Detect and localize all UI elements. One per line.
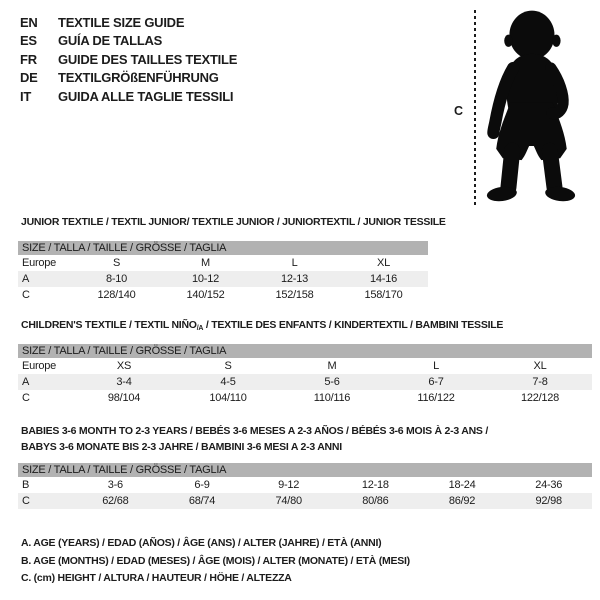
babies-size-table bbox=[18, 463, 592, 509]
children-title-rest: / TEXTILE DES ENFANTS / KINDERTEXTIL / BAMBINI TESSILE bbox=[203, 319, 504, 331]
language-row-en bbox=[20, 13, 237, 32]
guide-title-it: GUIDA ALLE TAGLIE TESSILI bbox=[58, 88, 234, 104]
height-dotted-line bbox=[474, 10, 476, 206]
table-row-height bbox=[18, 390, 592, 406]
toddler-silhouette-icon bbox=[484, 7, 578, 208]
table-row-height bbox=[18, 287, 428, 303]
guide-title-en: TEXTILE SIZE GUIDE bbox=[58, 14, 185, 30]
size-cell: L bbox=[291, 257, 298, 269]
height-measure-label: C bbox=[454, 104, 463, 118]
age-cell: 3-4 bbox=[116, 376, 132, 388]
guide-title-es: GUÍA DE TALLAS bbox=[58, 33, 163, 49]
age-cell: 9-12 bbox=[278, 479, 300, 491]
legend-footnotes bbox=[21, 535, 410, 588]
height-cell: 128/140 bbox=[97, 289, 136, 301]
size-cell: M bbox=[327, 360, 337, 372]
language-code: FR bbox=[20, 51, 37, 67]
row-label: Europe bbox=[22, 360, 56, 372]
row-label: A bbox=[22, 376, 30, 388]
age-cell: 12-13 bbox=[281, 273, 308, 285]
age-cell: 18-24 bbox=[448, 479, 476, 491]
age-cell: 6-9 bbox=[194, 479, 210, 491]
guide-title-fr: GUIDE DES TAILLES TEXTILE bbox=[58, 51, 238, 67]
height-cell: 140/152 bbox=[186, 289, 225, 301]
junior-size-header-bar: SIZE / TALLA / TAILLE / GRÖSSE / TAGLIA bbox=[18, 241, 428, 255]
footnote-height-cm: C. (cm) HEIGHT / ALTURA / HAUTEUR / HÖHE / ALTEZZA bbox=[21, 572, 292, 585]
height-cell: 152/158 bbox=[275, 289, 314, 301]
age-cell: 10-12 bbox=[192, 273, 219, 285]
row-label: C bbox=[22, 392, 30, 404]
age-cell: 4-5 bbox=[220, 376, 236, 388]
table-row-europe bbox=[18, 358, 592, 374]
language-code: DE bbox=[20, 70, 38, 86]
language-code: EN bbox=[20, 14, 38, 30]
row-label: C bbox=[22, 495, 30, 507]
row-label: C bbox=[22, 289, 30, 301]
language-code: ES bbox=[20, 33, 37, 49]
children-size-table bbox=[18, 344, 592, 406]
table-row-age-months bbox=[18, 477, 592, 493]
children-size-header-bar: SIZE / TALLA / TAILLE / GRÖSSE / TAGLIA bbox=[18, 344, 592, 358]
age-cell: 14-16 bbox=[370, 273, 397, 285]
language-code: IT bbox=[20, 88, 32, 104]
height-cell: 122/128 bbox=[520, 392, 559, 404]
height-cell: 80/86 bbox=[362, 495, 389, 507]
size-cell: S bbox=[112, 257, 121, 269]
age-cell: 6-7 bbox=[428, 376, 444, 388]
babies-section-title-line1: BABIES 3-6 MONTH TO 2-3 YEARS / BEBÉS 3-6 MESES A 2-3 AÑOS / BÉBÉS 3-6 MOIS À 2-3 ANS / bbox=[21, 425, 489, 437]
height-cell: 98/104 bbox=[107, 392, 141, 404]
children-title-subscript: /A bbox=[196, 325, 204, 332]
size-cell: XS bbox=[116, 360, 132, 372]
footnote-age-months: B. AGE (MONTHS) / EDAD (MESES) / ÂGE (MOIS) / ALTER (MONATE) / ETÀ (MESI) bbox=[21, 554, 410, 567]
table-row-height bbox=[18, 493, 592, 509]
height-cell: 158/170 bbox=[364, 289, 403, 301]
height-measure-figure bbox=[440, 0, 600, 215]
height-cell: 62/68 bbox=[102, 495, 129, 507]
height-cell: 104/110 bbox=[209, 392, 247, 404]
age-cell: 24-36 bbox=[535, 479, 563, 491]
height-cell: 86/92 bbox=[448, 495, 476, 507]
table-row-age bbox=[18, 271, 428, 287]
size-cell: M bbox=[201, 257, 210, 269]
row-label: A bbox=[22, 273, 30, 285]
size-cell: XL bbox=[377, 257, 390, 269]
junior-section-title: JUNIOR TEXTILE / TEXTIL JUNIOR/ TEXTILE JUNIOR / JUNIORTEXTIL / JUNIOR TESSILE bbox=[21, 216, 446, 228]
language-guide-list bbox=[20, 13, 237, 106]
size-cell: S bbox=[224, 360, 232, 372]
row-label: Europe bbox=[22, 257, 56, 269]
children-title-main: CHILDREN'S TEXTILE / TEXTIL NIÑO bbox=[21, 319, 197, 331]
height-cell: 68/74 bbox=[188, 495, 216, 507]
age-cell: 5-6 bbox=[324, 376, 340, 388]
height-cell: 74/80 bbox=[275, 495, 302, 507]
babies-size-header-bar: SIZE / TALLA / TAILLE / GRÖSSE / TAGLIA bbox=[18, 463, 592, 477]
footnote-age-years: A. AGE (YEARS) / EDAD (AÑOS) / ÂGE (ANS) / ALTER (JAHRE) / ETÀ (ANNI) bbox=[21, 537, 382, 549]
age-cell: 12-18 bbox=[361, 479, 389, 491]
language-row-es bbox=[20, 32, 237, 51]
guide-title-de: TEXTILGRÖßENFÜHRUNG bbox=[58, 70, 219, 86]
size-cell: L bbox=[433, 360, 439, 372]
language-row-de bbox=[20, 69, 237, 88]
size-cell: XL bbox=[533, 360, 547, 372]
language-row-fr bbox=[20, 50, 237, 69]
table-row-europe bbox=[18, 255, 428, 271]
height-cell: 110/116 bbox=[313, 392, 351, 404]
junior-size-table bbox=[18, 241, 428, 303]
table-row-age bbox=[18, 374, 592, 390]
height-cell: 116/122 bbox=[417, 392, 455, 404]
children-section-title bbox=[21, 319, 503, 332]
babies-section-title-line2: BABYS 3-6 MONATE BIS 2-3 JAHRE / BAMBINI 3-6 MESI A 2-3 ANNI bbox=[21, 441, 342, 453]
age-cell: 7-8 bbox=[532, 376, 548, 388]
age-cell: 3-6 bbox=[107, 479, 123, 491]
language-row-it bbox=[20, 87, 237, 106]
row-label: B bbox=[22, 479, 30, 491]
height-cell: 92/98 bbox=[535, 495, 562, 507]
age-cell: 8-10 bbox=[105, 273, 128, 285]
